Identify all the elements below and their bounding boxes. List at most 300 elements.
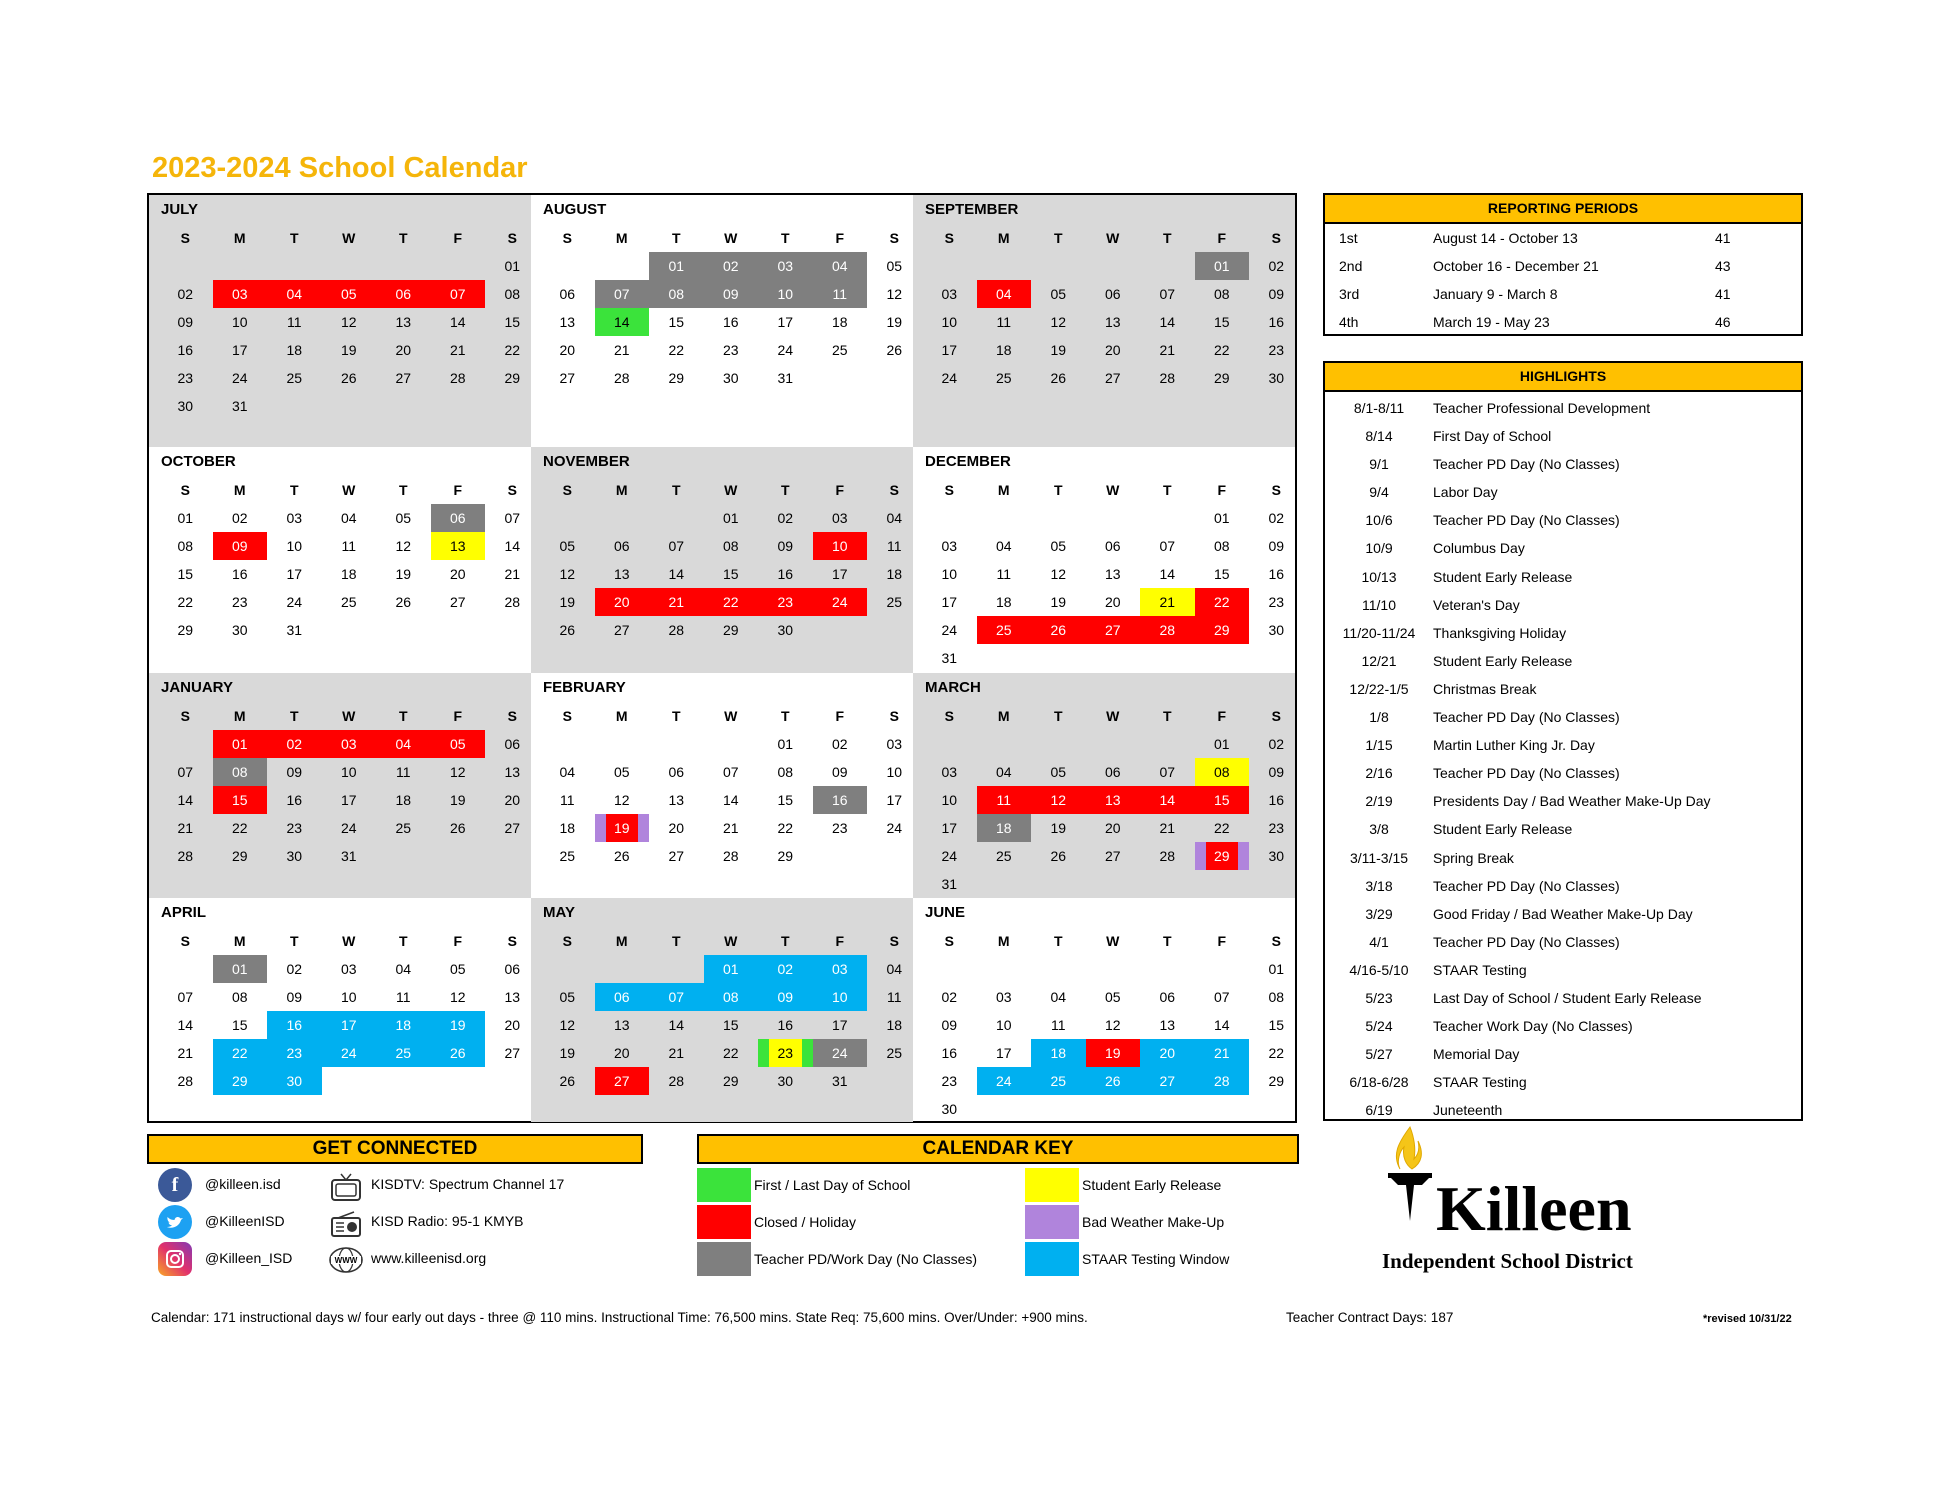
weekday-header: S — [507, 708, 517, 724]
day-cell: 12 — [886, 286, 903, 302]
month-february — [531, 673, 913, 898]
day-cell: 26 — [559, 1073, 576, 1089]
day-cell: 27 — [1086, 616, 1141, 644]
day-cell: 30 — [941, 1101, 958, 1117]
day-cell: 25 — [831, 342, 848, 358]
weekday-header: S — [1271, 708, 1281, 724]
day-cell: 13 — [1104, 566, 1121, 582]
day-cell: 24 — [941, 848, 958, 864]
weekday-header: F — [453, 482, 463, 498]
radio-station: KISD Radio: 95-1 KMYB — [371, 1213, 524, 1229]
day-cell: 04 — [376, 730, 431, 758]
day-cell: 14 — [177, 1017, 194, 1033]
day-cell: 14 — [177, 792, 194, 808]
weekday-header: T — [780, 230, 790, 246]
day-cell: 30 — [722, 370, 739, 386]
day-cell: 04 — [995, 764, 1012, 780]
day-cell: 31 — [231, 398, 248, 414]
day-cell: 19 — [449, 792, 466, 808]
weekday-header: S — [562, 230, 572, 246]
weekday-header: M — [615, 933, 628, 949]
key-swatch — [1025, 1205, 1079, 1239]
highlight-date: 5/27 — [1365, 1046, 1393, 1063]
day-cell: 20 — [1104, 594, 1121, 610]
day-cell: 10 — [231, 314, 248, 330]
day-cell: 08 — [649, 280, 704, 308]
highlight-description: Student Early Release — [1433, 652, 1573, 669]
weekday-header: F — [835, 708, 845, 724]
day-cell: 10 — [941, 792, 958, 808]
highlight-description: Christmas Break — [1433, 680, 1537, 697]
highlight-description: First Day of School — [1433, 428, 1552, 445]
day-cell: 19 — [595, 814, 650, 842]
weekday-header: F — [1217, 482, 1227, 498]
day-cell: 26 — [1050, 370, 1067, 386]
day-cell: 09 — [286, 764, 303, 780]
day-cell: 21 — [668, 1045, 685, 1061]
highlight-date: 5/24 — [1365, 1018, 1393, 1035]
tv-channel: KISDTV: Spectrum Channel 17 — [371, 1176, 565, 1192]
highlight-row — [1325, 759, 1801, 787]
reporting-days: 43 — [1715, 258, 1731, 274]
day-cell: 28 — [668, 1073, 685, 1089]
weekday-header: S — [1271, 933, 1281, 949]
day-cell: 19 — [1086, 1039, 1141, 1067]
day-cell: 08 — [213, 758, 268, 786]
weekday-header: F — [1217, 230, 1227, 246]
calendar-key-banner: CALENDAR KEY — [697, 1134, 1299, 1164]
day-cell: 27 — [449, 594, 466, 610]
day-cell: 10 — [941, 566, 958, 582]
day-cell: 21 — [1195, 1039, 1250, 1067]
weekday-header: S — [889, 933, 899, 949]
key-label: Bad Weather Make-Up — [1082, 1214, 1225, 1230]
day-cell: 20 — [504, 792, 521, 808]
day-cell: 02 — [831, 736, 848, 752]
key-swatch — [1025, 1242, 1079, 1276]
day-cell: 15 — [1268, 1017, 1285, 1033]
day-cell: 12 — [449, 989, 466, 1005]
tv-icon — [330, 1172, 362, 1200]
day-cell: 09 — [831, 764, 848, 780]
day-cell: 25 — [1031, 1067, 1086, 1095]
reporting-range: March 19 - May 23 — [1433, 314, 1550, 330]
day-cell: 12 — [1031, 786, 1086, 814]
day-cell: 07 — [1213, 989, 1230, 1005]
day-cell: 14 — [1159, 314, 1176, 330]
key-swatch — [697, 1168, 751, 1202]
day-cell: 29 — [213, 1067, 268, 1095]
day-cell: 15 — [504, 314, 521, 330]
day-cell: 02 — [777, 510, 794, 526]
day-cell: 01 — [504, 258, 521, 274]
day-cell: 05 — [559, 989, 576, 1005]
day-cell: 19 — [559, 594, 576, 610]
day-cell: 03 — [340, 961, 357, 977]
day-cell: 08 — [1213, 538, 1230, 554]
day-cell: 09 — [177, 314, 194, 330]
day-cell: 12 — [340, 314, 357, 330]
day-cell: 25 — [886, 1045, 903, 1061]
day-cell: 14 — [449, 314, 466, 330]
day-cell: 15 — [668, 314, 685, 330]
day-cell: 02 — [1268, 258, 1285, 274]
weekday-header: M — [615, 708, 628, 724]
day-cell: 01 — [1268, 961, 1285, 977]
weekday-header: T — [1053, 230, 1063, 246]
day-cell: 31 — [941, 650, 958, 666]
day-cell: 25 — [376, 1039, 431, 1067]
day-cell: 06 — [595, 983, 650, 1011]
weekday-header: M — [997, 482, 1010, 498]
highlight-row — [1325, 450, 1801, 478]
day-cell: 18 — [995, 342, 1012, 358]
day-cell: 05 — [431, 730, 486, 758]
highlight-row — [1325, 563, 1801, 591]
day-cell: 17 — [231, 342, 248, 358]
day-cell: 22 — [668, 342, 685, 358]
day-cell: 28 — [722, 848, 739, 864]
day-cell: 21 — [177, 1045, 194, 1061]
weekday-header: F — [453, 230, 463, 246]
weekday-header: T — [398, 482, 408, 498]
day-cell: 19 — [395, 566, 412, 582]
day-cell: 03 — [941, 538, 958, 554]
highlight-date: 12/21 — [1361, 652, 1397, 669]
day-cell: 01 — [1195, 252, 1250, 280]
weekday-header: W — [1106, 230, 1120, 246]
highlight-description: Student Early Release — [1433, 568, 1573, 585]
day-cell: 18 — [977, 814, 1032, 842]
day-cell: 09 — [286, 989, 303, 1005]
day-cell: 04 — [559, 764, 576, 780]
day-cell: 16 — [777, 566, 794, 582]
day-cell: 26 — [613, 848, 630, 864]
day-cell: 20 — [595, 588, 650, 616]
day-cell: 30 — [177, 398, 194, 414]
highlight-description: Teacher Work Day (No Classes) — [1433, 1018, 1633, 1035]
day-cell: 12 — [559, 566, 576, 582]
day-cell: 29 — [1195, 842, 1250, 870]
day-cell: 03 — [886, 736, 903, 752]
day-cell: 14 — [668, 566, 685, 582]
day-cell: 23 — [286, 820, 303, 836]
website-link[interactable]: www.killeenisd.org — [371, 1250, 487, 1266]
day-cell: 25 — [995, 370, 1012, 386]
svg-text:WWW: WWW — [334, 1256, 358, 1265]
weekday-header: W — [1106, 482, 1120, 498]
month-name: JANUARY — [161, 679, 233, 696]
twitter-handle[interactable]: @KilleenISD — [205, 1213, 285, 1229]
day-cell: 22 — [1213, 342, 1230, 358]
day-cell: 07 — [668, 538, 685, 554]
weekday-header: T — [1162, 933, 1172, 949]
day-cell: 26 — [340, 370, 357, 386]
facebook-icon[interactable]: f — [158, 1168, 192, 1202]
day-cell: 12 — [559, 1017, 576, 1033]
day-cell: 06 — [431, 504, 486, 532]
highlight-row — [1325, 394, 1801, 422]
day-cell: 24 — [231, 370, 248, 386]
day-cell: 01 — [649, 252, 704, 280]
day-cell: 03 — [758, 252, 813, 280]
weekday-header: S — [507, 482, 517, 498]
weekday-header: F — [835, 230, 845, 246]
highlight-date: 10/13 — [1361, 568, 1397, 585]
weekday-header: W — [724, 230, 738, 246]
day-cell: 02 — [231, 510, 248, 526]
weekday-header: M — [997, 230, 1010, 246]
reporting-range: August 14 - October 13 — [1433, 230, 1578, 246]
day-cell: 24 — [322, 1039, 377, 1067]
day-cell: 03 — [941, 286, 958, 302]
day-cell: 06 — [1104, 764, 1121, 780]
day-cell: 30 — [777, 622, 794, 638]
highlight-row — [1325, 1012, 1801, 1040]
day-cell: 04 — [267, 280, 322, 308]
day-cell: 31 — [777, 370, 794, 386]
day-cell: 04 — [886, 510, 903, 526]
day-cell: 27 — [1140, 1067, 1195, 1095]
highlight-row — [1325, 956, 1801, 984]
day-cell: 22 — [177, 594, 194, 610]
day-cell: 07 — [595, 280, 650, 308]
highlight-date: 10/6 — [1365, 512, 1393, 529]
highlight-description: Labor Day — [1433, 484, 1498, 501]
key-label: STAAR Testing Window — [1082, 1251, 1230, 1267]
day-cell: 13 — [504, 989, 521, 1005]
day-cell: 25 — [995, 848, 1012, 864]
weekday-header: S — [180, 230, 190, 246]
reporting-periods-panel — [1323, 193, 1803, 336]
day-cell: 21 — [649, 588, 704, 616]
day-cell: 08 — [1195, 758, 1250, 786]
day-cell: 30 — [267, 1067, 322, 1095]
day-cell: 22 — [231, 820, 248, 836]
highlight-row — [1325, 591, 1801, 619]
day-cell: 07 — [177, 989, 194, 1005]
day-cell: 22 — [1268, 1045, 1285, 1061]
facebook-handle[interactable]: @killeen.isd — [205, 1176, 281, 1192]
highlight-date: 1/8 — [1369, 709, 1389, 726]
day-cell: 09 — [777, 538, 794, 554]
day-cell: 01 — [213, 730, 268, 758]
day-cell: 07 — [722, 764, 739, 780]
highlight-date: 9/1 — [1369, 456, 1389, 473]
day-cell: 16 — [177, 342, 194, 358]
day-cell: 24 — [777, 342, 794, 358]
highlight-row — [1325, 928, 1801, 956]
highlight-row — [1325, 1068, 1801, 1096]
day-cell: 28 — [613, 370, 630, 386]
day-cell: 26 — [1050, 848, 1067, 864]
day-cell: 05 — [886, 258, 903, 274]
weekday-header: T — [780, 708, 790, 724]
day-cell: 28 — [1140, 616, 1195, 644]
day-cell: 21 — [504, 566, 521, 582]
reporting-period-row — [1325, 308, 1801, 336]
weekday-header: W — [724, 482, 738, 498]
reporting-period: 2nd — [1339, 258, 1363, 274]
day-cell: 21 — [722, 820, 739, 836]
day-cell: 18 — [886, 566, 903, 582]
reporting-period-row — [1325, 280, 1801, 308]
day-cell: 09 — [213, 532, 268, 560]
day-cell: 10 — [340, 989, 357, 1005]
page-title: 2023-2024 School Calendar — [152, 152, 528, 184]
weekday-header: T — [780, 933, 790, 949]
day-cell: 26 — [1031, 616, 1086, 644]
highlight-row — [1325, 984, 1801, 1012]
highlight-description: Presidents Day / Bad Weather Make-Up Day — [1433, 793, 1711, 810]
highlight-row — [1325, 478, 1801, 506]
day-cell: 09 — [1268, 286, 1285, 302]
month-name: OCTOBER — [161, 453, 236, 470]
instagram-icon[interactable] — [158, 1242, 192, 1276]
twitter-icon[interactable] — [158, 1205, 192, 1239]
day-cell: 13 — [504, 764, 521, 780]
weekday-header: S — [1271, 230, 1281, 246]
weekday-header: S — [507, 933, 517, 949]
day-cell: 03 — [995, 989, 1012, 1005]
day-cell: 20 — [613, 1045, 630, 1061]
weekday-header: W — [1106, 708, 1120, 724]
weekday-header: S — [180, 933, 190, 949]
month-august — [531, 195, 913, 447]
instagram-handle[interactable]: @Killeen_ISD — [205, 1250, 293, 1266]
highlight-date: 10/9 — [1365, 540, 1393, 557]
day-cell: 11 — [395, 989, 411, 1005]
day-cell: 29 — [1195, 616, 1250, 644]
highlight-date: 12/22-1/5 — [1349, 680, 1409, 697]
day-cell: 14 — [504, 538, 521, 554]
day-cell: 13 — [559, 314, 576, 330]
day-cell: 25 — [340, 594, 357, 610]
highlight-row — [1325, 675, 1801, 703]
day-cell: 10 — [813, 983, 868, 1011]
day-cell: 24 — [941, 622, 958, 638]
month-name: AUGUST — [543, 201, 607, 218]
highlight-date: 8/1-8/11 — [1353, 400, 1405, 416]
day-cell: 01 — [704, 955, 759, 983]
day-cell: 14 — [722, 792, 739, 808]
day-cell: 09 — [704, 280, 759, 308]
key-label: Teacher PD/Work Day (No Classes) — [754, 1251, 978, 1267]
day-cell: 01 — [722, 510, 739, 526]
day-cell: 10 — [286, 538, 303, 554]
day-cell: 25 — [886, 594, 903, 610]
day-cell: 24 — [813, 588, 868, 616]
day-cell: 24 — [941, 370, 958, 386]
district-logo — [1370, 1125, 1690, 1275]
day-cell: 04 — [886, 961, 903, 977]
highlight-date: 2/19 — [1365, 793, 1393, 810]
highlight-row — [1325, 534, 1801, 562]
weekday-header: F — [1217, 708, 1227, 724]
day-cell: 17 — [322, 1011, 377, 1039]
highlight-date: 4/1 — [1369, 933, 1389, 950]
day-cell: 07 — [1159, 764, 1176, 780]
day-cell: 20 — [1104, 342, 1121, 358]
day-cell: 09 — [1268, 764, 1285, 780]
day-cell: 25 — [286, 370, 303, 386]
highlight-date: 1/15 — [1365, 737, 1393, 754]
day-cell: 31 — [286, 622, 303, 638]
day-cell: 15 — [1213, 314, 1230, 330]
highlight-description: STAAR Testing — [1433, 961, 1527, 978]
day-cell: 29 — [1268, 1073, 1285, 1089]
day-cell: 06 — [1159, 989, 1176, 1005]
day-cell: 01 — [777, 736, 794, 752]
day-cell: 30 — [1268, 622, 1285, 638]
day-cell: 23 — [941, 1073, 958, 1089]
highlight-row — [1325, 731, 1801, 759]
day-cell: 05 — [395, 510, 412, 526]
month-july — [149, 195, 531, 447]
highlight-date: 8/14 — [1365, 428, 1393, 445]
day-cell: 24 — [340, 820, 357, 836]
weekday-header: W — [724, 708, 738, 724]
highlight-description: Veteran's Day — [1433, 596, 1520, 613]
highlight-description: Martin Luther King Jr. Day — [1433, 737, 1595, 754]
weekday-header: M — [233, 230, 246, 246]
day-cell: 02 — [1268, 510, 1285, 526]
footer-contract-days: Teacher Contract Days: 187 — [1286, 1310, 1454, 1325]
day-cell: 04 — [995, 538, 1012, 554]
highlight-date: 9/4 — [1369, 484, 1389, 501]
day-cell: 27 — [595, 1067, 650, 1095]
day-cell: 04 — [1050, 989, 1067, 1005]
day-cell: 03 — [831, 510, 848, 526]
day-cell: 24 — [977, 1067, 1032, 1095]
day-cell: 08 — [1268, 989, 1285, 1005]
day-cell: 05 — [613, 764, 630, 780]
day-cell: 19 — [886, 314, 903, 330]
day-cell: 15 — [177, 566, 194, 582]
highlight-description: Teacher PD Day (No Classes) — [1433, 709, 1620, 726]
month-october — [149, 447, 531, 673]
highlight-description: Teacher PD Day (No Classes) — [1433, 877, 1620, 894]
highlight-date: 2/16 — [1365, 765, 1393, 782]
day-cell: 24 — [813, 1039, 868, 1067]
day-cell: 09 — [1268, 538, 1285, 554]
day-cell: 03 — [322, 730, 377, 758]
month-december — [913, 447, 1295, 673]
day-cell: 14 — [1213, 1017, 1230, 1033]
day-cell: 11 — [813, 280, 868, 308]
day-cell: 12 — [395, 538, 412, 554]
day-cell: 27 — [613, 622, 630, 638]
highlight-description: Teacher PD Day (No Classes) — [1433, 512, 1620, 529]
reporting-period: 1st — [1339, 230, 1358, 246]
highlight-date: 3/8 — [1369, 821, 1389, 838]
day-cell: 20 — [1140, 1039, 1195, 1067]
day-cell: 18 — [995, 594, 1012, 610]
day-cell: 11 — [395, 764, 411, 780]
month-may — [531, 898, 913, 1122]
weekday-header: S — [944, 482, 954, 498]
day-cell: 23 — [177, 370, 194, 386]
day-cell: 25 — [559, 848, 576, 864]
day-cell: 29 — [177, 622, 194, 638]
weekday-header: T — [289, 933, 299, 949]
day-cell: 23 — [758, 1039, 813, 1067]
day-cell: 02 — [941, 989, 958, 1005]
day-cell: 13 — [431, 532, 486, 560]
day-cell: 13 — [1159, 1017, 1176, 1033]
day-cell: 15 — [1195, 786, 1250, 814]
reporting-range: January 9 - March 8 — [1433, 286, 1558, 302]
